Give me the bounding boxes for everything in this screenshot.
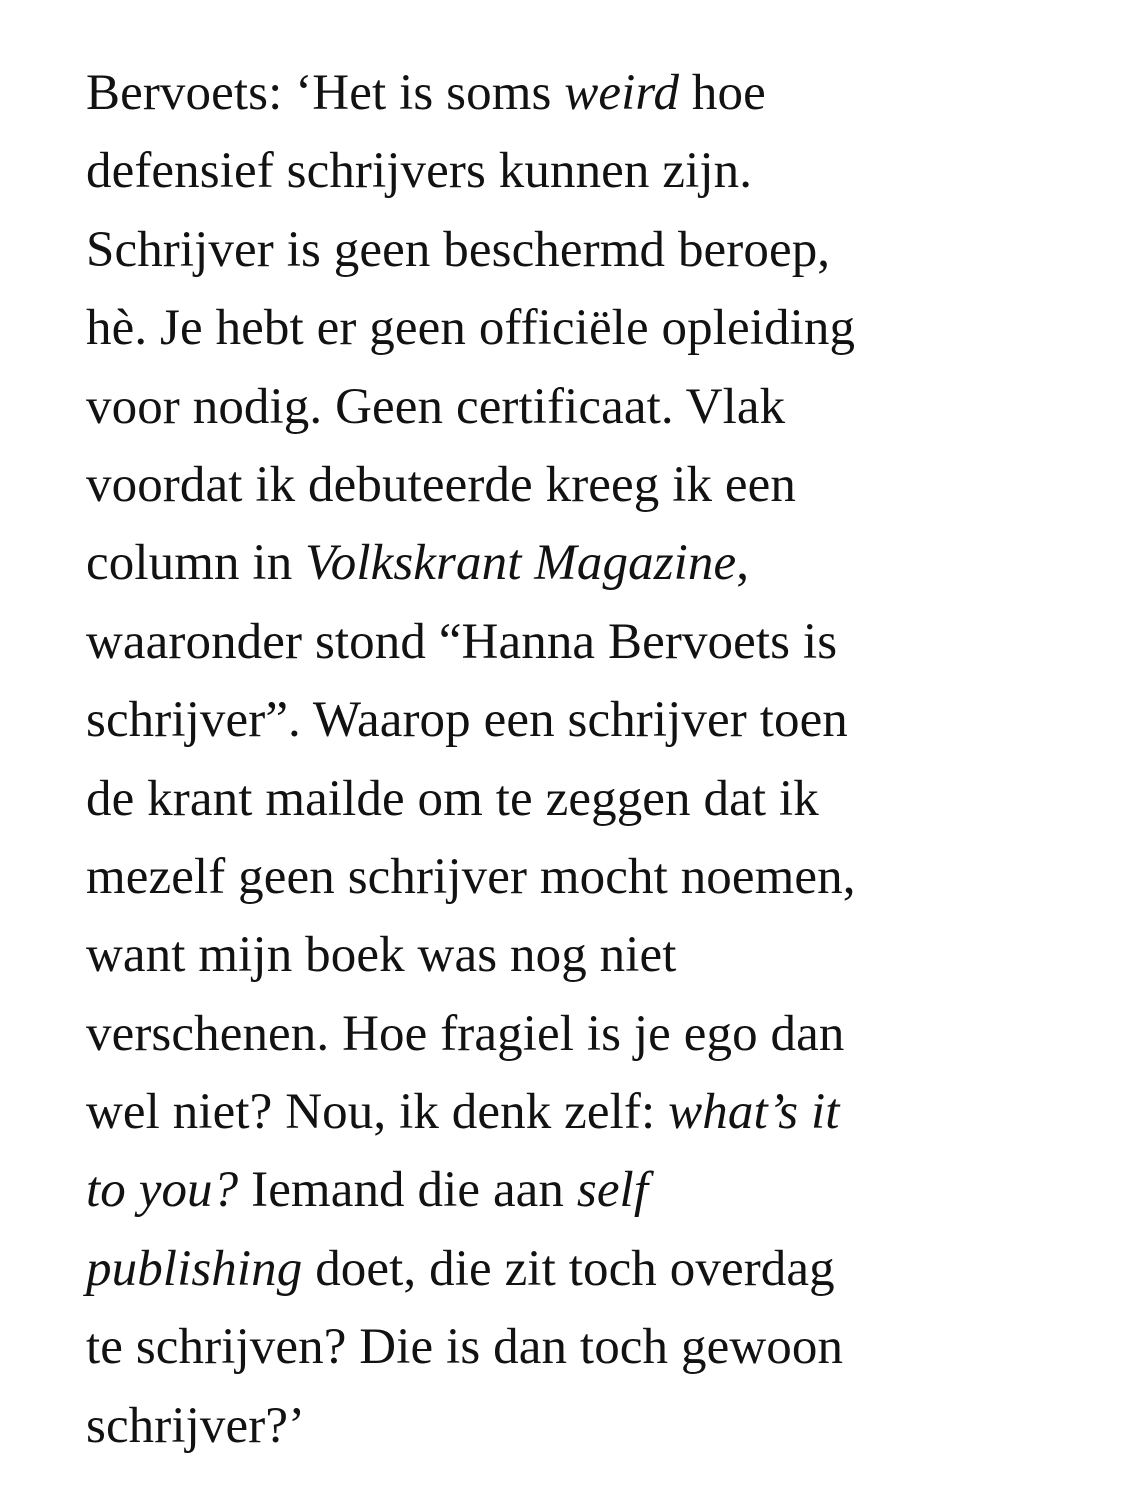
text-run: Iemand die aan bbox=[238, 1162, 577, 1219]
text-line bbox=[86, 446, 1096, 524]
text-run: hoe bbox=[679, 65, 766, 121]
text-run: wel niet? Nou, ik denk zelf: bbox=[86, 1084, 669, 1141]
text-run: de krant mailde om te zeggen dat ik bbox=[86, 770, 819, 827]
quote-paragraph bbox=[86, 54, 1096, 1465]
text-run: schrijver”. Waarop een schrijver toen bbox=[86, 692, 848, 749]
text-line bbox=[86, 760, 1096, 838]
text-line bbox=[86, 603, 1096, 681]
text-run: te schrijven? Die is dan toch gewoon bbox=[86, 1319, 844, 1376]
italic-text: Volkskrant Magazine bbox=[305, 535, 737, 592]
text-line bbox=[86, 995, 1096, 1073]
text-line bbox=[86, 211, 1096, 289]
text-line bbox=[86, 1387, 1096, 1465]
text-run: waaronder stond “Hanna Bervoets is bbox=[86, 613, 838, 670]
text-line bbox=[86, 916, 1096, 994]
text-run: schrijver?’ bbox=[86, 1397, 306, 1454]
text-run: Bervoets: ‘Het is soms bbox=[86, 65, 565, 121]
italic-text: to you? bbox=[86, 1162, 239, 1219]
text-line bbox=[86, 524, 1096, 602]
italic-text: publishing bbox=[86, 1240, 303, 1297]
italic-text: self bbox=[576, 1162, 649, 1219]
text-run: doet, die zit toch overdag bbox=[302, 1240, 835, 1297]
text-line bbox=[86, 1308, 1096, 1386]
text-run: voor nodig. Geen certificaat. Vlak bbox=[86, 378, 786, 435]
text-line bbox=[86, 132, 1096, 210]
italic-text: weird bbox=[564, 65, 680, 121]
text-run: column in bbox=[86, 535, 306, 592]
italic-text: what’s it bbox=[668, 1084, 840, 1141]
text-run: defensief schrijvers kunnen zijn. bbox=[86, 143, 753, 200]
text-run: voordat ik debuteerde kreeg ik een bbox=[86, 456, 797, 513]
text-line bbox=[86, 1151, 1096, 1229]
text-line bbox=[86, 368, 1096, 446]
text-line bbox=[86, 54, 1096, 132]
text-run: want mijn boek was nog niet bbox=[86, 927, 677, 984]
text-line bbox=[86, 1073, 1096, 1151]
text-run: hè. Je hebt er geen officiële opleiding bbox=[86, 300, 856, 357]
text-run: , bbox=[736, 535, 750, 592]
text-line bbox=[86, 681, 1096, 759]
text-run: Schrijver is geen beschermd beroep, bbox=[86, 221, 831, 278]
text-run: mezelf geen schrijver mocht noemen, bbox=[86, 848, 856, 905]
text-line bbox=[86, 1230, 1096, 1308]
text-line bbox=[86, 289, 1096, 367]
text-line bbox=[86, 838, 1096, 916]
text-run: verschenen. Hoe fragiel is je ego dan bbox=[86, 1005, 845, 1062]
article-body bbox=[86, 54, 1096, 1465]
